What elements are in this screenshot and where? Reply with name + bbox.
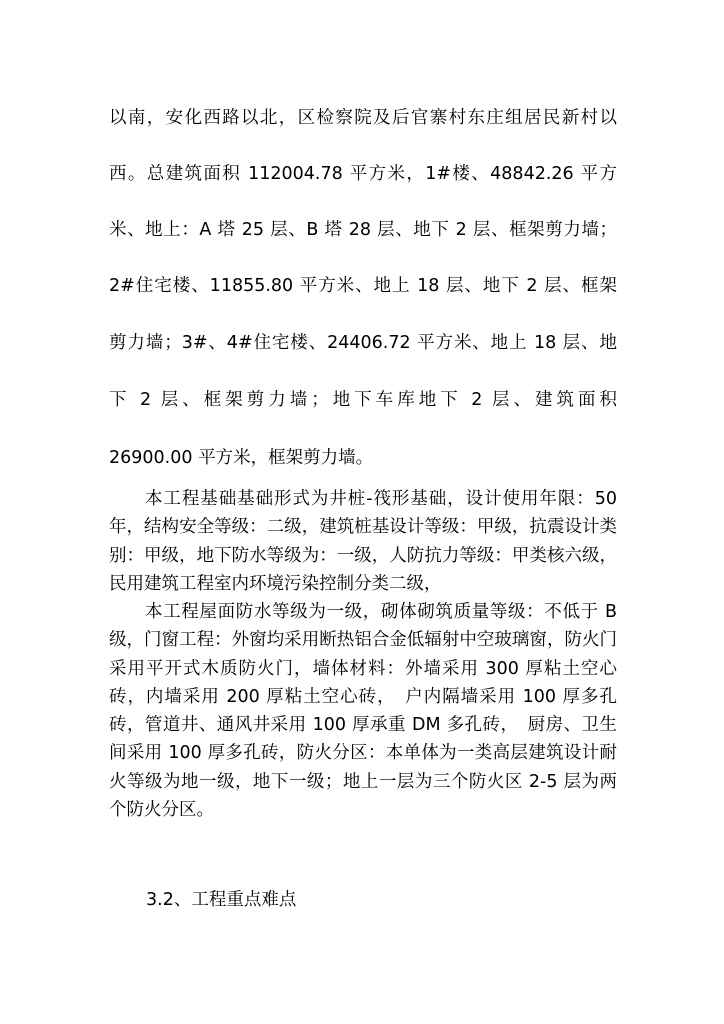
intro-line-5: 剪力墙；3#、4#住宅楼、24406.72 平方米、地上 18 层、地 [109,333,617,353]
section-heading: 3.2、工程重点难点 [146,890,297,910]
intro-line-7: 26900.00 平方米，框架剪力墙。 [109,448,374,468]
intro-line-6: 下 2 层、框架剪力墙；地下车库地下 2 层、建筑面积 [109,390,617,410]
intro-line-1: 以南，安化西路以北，区检察院及后官寨村东庄组居民新村以 [109,108,617,128]
paragraph-roof-waterproofing: 本工程屋面防水等级为一级，砌体砌筑质量等级：不低于 B 级，门窗工程：外窗均采用断热铝合金低辐射中空玻璃窗，防火门采用平开式木质防火门，墙体材料：外墙采用 300 厚粘土空心砖，内墙采用 200 厚粘土空心砖， 户内隔墙采用 100 厚多孔砖，管道井、通风井采用 100 厚承重 DM 多孔砖， 厨房、卫生间采用 100 厚多孔砖，防火分区：本单体为一类高层建筑设计耐火等级为地一级，地下一级；地上一层为三个防火区 2-5 层为两个防火分区。 [109,602,617,821]
paragraph-foundation: 本工程基础基础形式为井桩-筏形基础，设计使用年限：50 年，结构安全等级：二级，建筑桩基设计等级：甲级，抗震设计类别：甲级，地下防水等级为：一级，人防抗力等级：甲类核六级，民用建筑工程室内环境污染控制分类二级， [109,489,617,594]
intro-line-4: 2#住宅楼、11855.80 平方米、地上 18 层、地下 2 层、框架 [109,276,617,296]
intro-line-3: 米、地上：A 塔 25 层、B 塔 28 层、地下 2 层、框架剪力墙； [109,220,617,240]
intro-line-2: 西。总建筑面积 112004.78 平方米，1#楼、48842.26 平方 [109,164,617,184]
